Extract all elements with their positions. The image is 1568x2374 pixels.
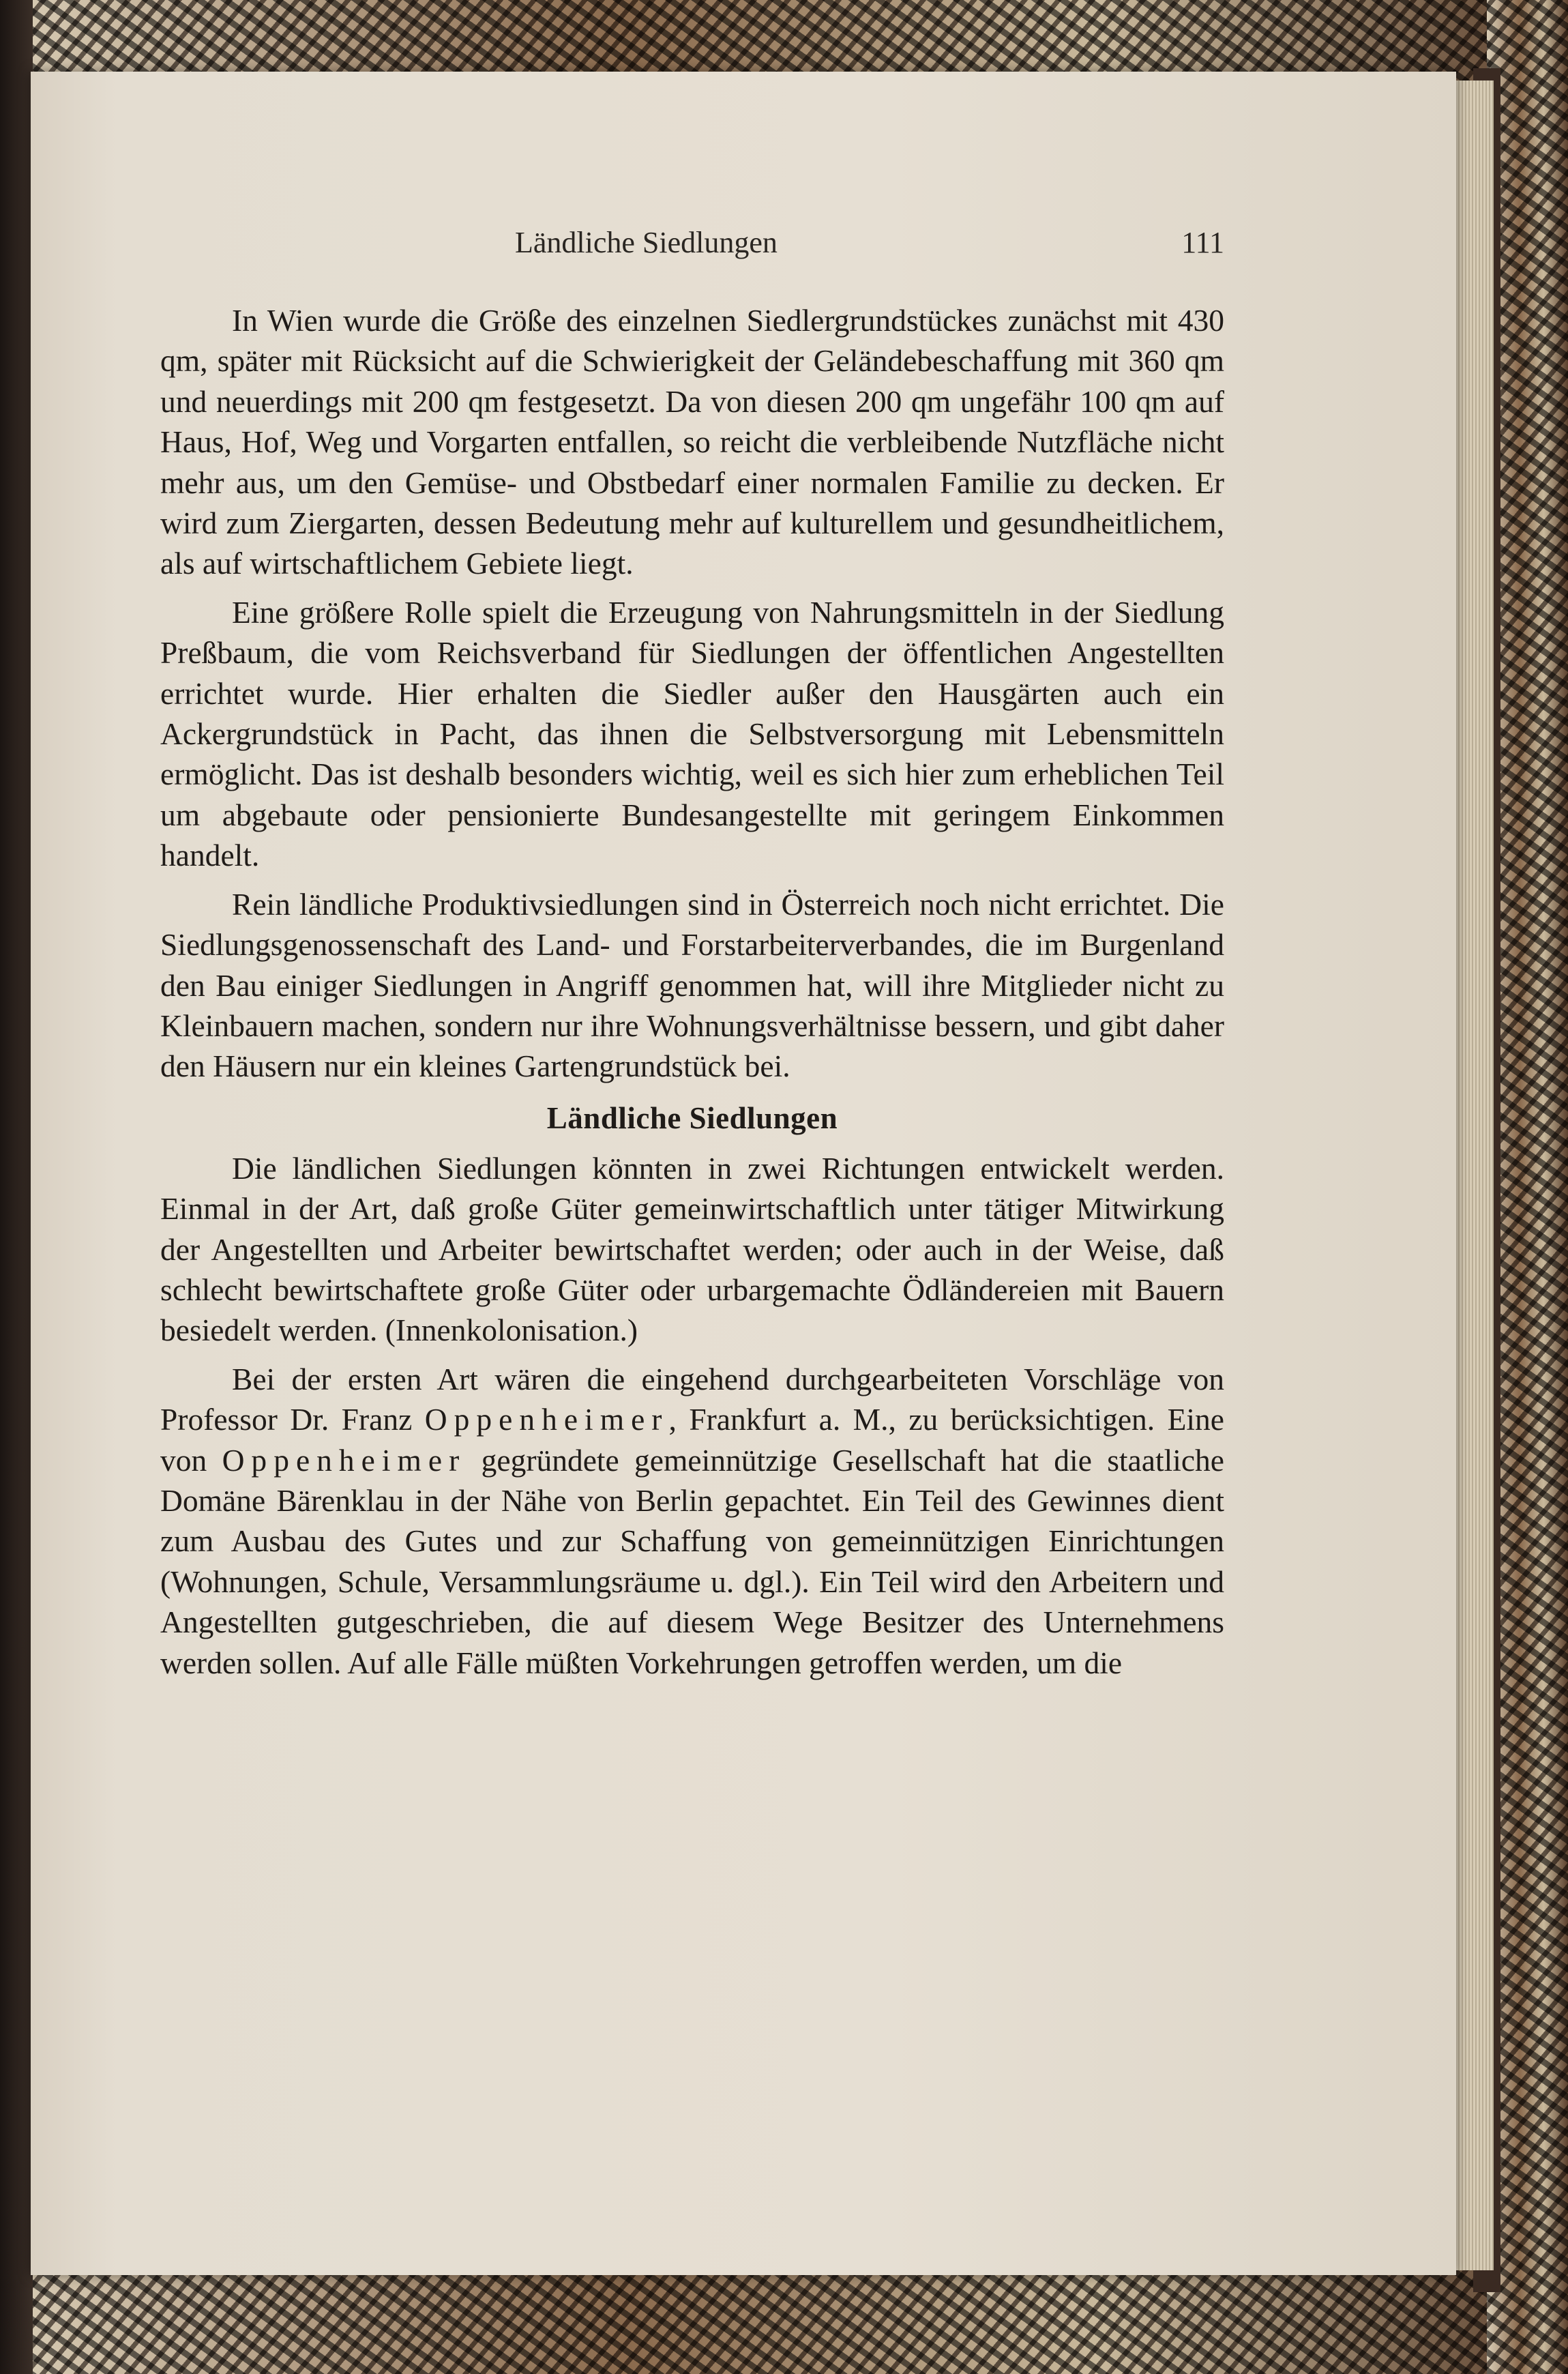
paragraph-3: Rein ländliche Produktivsiedlungen sind in Österreich noch nicht errichtet. Die Siedlungsgenossenschaft des Land- und Forstarbeiterverbandes, die im Burgenland den Bau einiger Siedlungen in Angriff genommen hat, will ihre Mitglieder nicht zu Kleinbauern machen, sondern nur ihre Wohnungsverhältnisse bessern, und gibt daher den Häusern nur ein kleines Gartengrundstück bei.	[160, 886, 1224, 1084]
paragraph-5	[160, 1359, 1224, 1683]
paragraph-5-part-a: Bei der ersten Art wären die eingehend durchgearbeiteten Vorschläge von Professor Dr. Franz	[160, 1361, 1224, 1437]
paragraph-2: Eine größere Rolle spielt die Erzeugung von Nahrungsmitteln in der Siedlung Preßbaum, die vom Reichsverband für Siedlungen der öffentlichen Angestellten errichtet wurde. Hier erhalten die Siedler außer den Hausgärten auch ein Ackergrundstück in Pacht, das ihnen die Selbstversorgung mit Lebensmitteln ermöglicht. Das ist deshalb besonders wichtig, weil es sich hier zum erheblichen Teil um abgebaute oder pensionierte Bundesangestellte mit geringem Einkommen handelt.	[160, 594, 1224, 873]
cover-bottom-edge	[0, 2265, 1568, 2374]
body-text	[160, 300, 1224, 1691]
author-name-emphasis: Oppenheimer	[222, 1442, 467, 1478]
author-name-emphasis: Oppenheimer	[424, 1402, 669, 1437]
paragraph-1: In Wien wurde die Größe des einzelnen Siedlergrundstückes zunächst mit 430 qm, später mit Rücksicht auf die Schwierigkeit der Geländebeschaffung mit 360 qm und neuerdings mit 200 qm festgesetzt. Da von diesen 200 qm ungefähr 100 qm auf Haus, Hof, Weg und Vorgarten entfallen, so reicht die verbleibende Nutzfläche nicht mehr aus, um den Gemüse- und Obstbedarf einer normalen Familie zu decken. Er wird zum Ziergarten, dessen Bedeutung mehr auf kulturellem und gesundheitlichem, als auf wirtschaftlichem Gebiete liegt.	[160, 303, 1224, 581]
page-number: 111	[1181, 226, 1224, 259]
running-head-title: Ländliche Siedlungen	[515, 226, 778, 259]
paragraph-5-part-c: gegründete gemeinnützige Gesellschaft hat die staatliche Domäne Bärenklau in der Nähe von Berlin gepachtet. Ein Teil des Gewinnes dient zum Ausbau des Gutes und zur Schaffung von gemeinnützigen Einrichtungen (Wohnungen, Schule, Versammlungsräume u. dgl.). Ein Teil wird den Arbeitern und Angestellten gutgeschrieben, die auf diesem Wege Besitzer des Unternehmens werden sollen. Auf alle Fälle müßten Vorkehrungen getroffen werden, um die	[160, 1442, 1225, 1680]
paragraph-4: Die ländlichen Siedlungen könnten in zwei Richtungen entwickelt werden. Einmal in der Art, daß große Güter gemeinwirtschaftlich unter tätiger Mitwirkung der Angestellten und Arbeiter bewirtschaftet werden; oder auch in der Weise, daß schlecht bewirtschaftete große Güter oder urbargemachte Ödländereien mit Bauern besiedelt werden. (Innenkolonisation.)	[160, 1150, 1224, 1348]
paragraph-5-part-b: , Frankfurt a. M., zu berücksichtigen. Eine von	[160, 1402, 1225, 1478]
section-heading: Ländliche Siedlungen	[546, 1100, 838, 1135]
running-head	[160, 225, 1224, 266]
cover-left-edge	[0, 0, 33, 2374]
